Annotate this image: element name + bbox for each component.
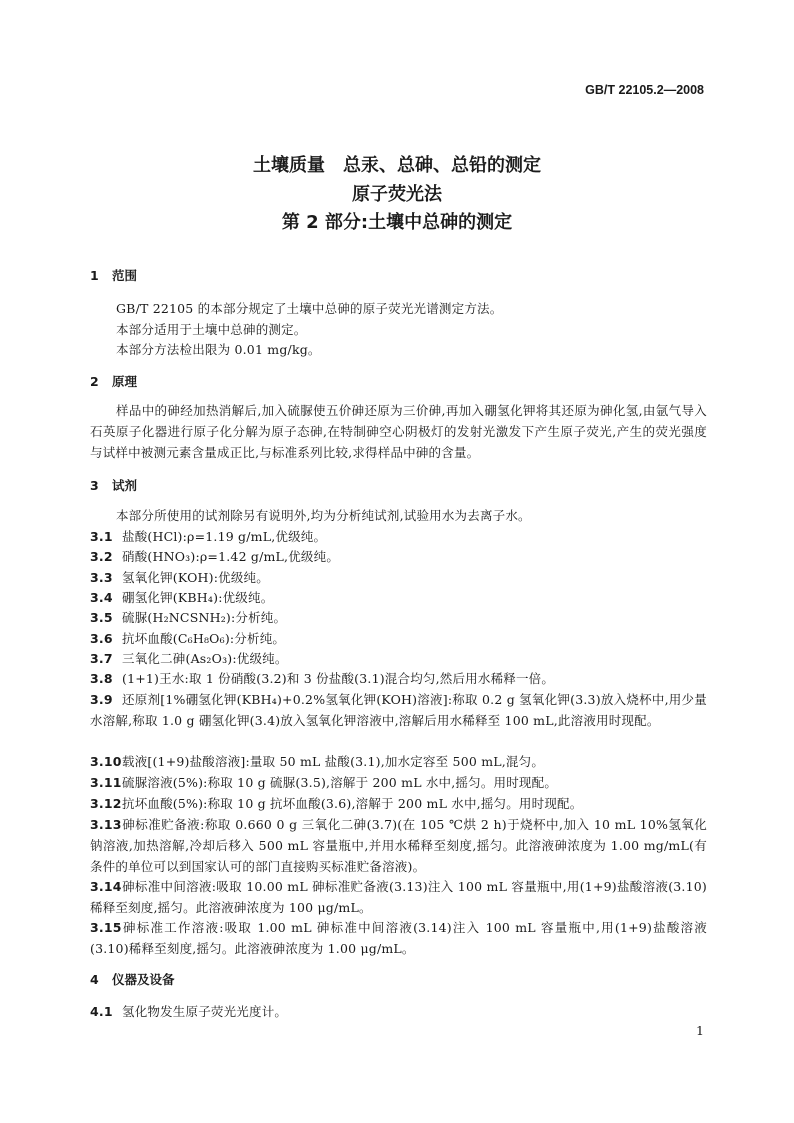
s2-paragraph-1: 样品中的砷经加热消解后,加入硫脲使五价砷还原为三价砷,再加入硼氢化钾将其还原为砷化氢,由氩气导入石英原子化器进行原子化分解为原子态砷,在特制砷空心阴极灯的发射光激发下产生原子荧光,产生的荧光强度与试样中被测元素含量成正比,与标准系列比较,求得样品中砷的含量。 xyxy=(90,403,707,460)
clause-3-6 xyxy=(90,628,707,649)
clause-number: 3.8 xyxy=(90,671,113,686)
clause-text: 砷标准工作溶液:吸取 1.00 mL 砷标准中间溶液(3.14)注入 100 mL 容量瓶中,用(1+9)盐酸溶液(3.10)稀释至刻度,摇匀。此溶液砷浓度为 1.00 μg/mL。 xyxy=(90,920,707,956)
clause-text: 抗坏血酸(C₆H₈O₆):分析纯。 xyxy=(122,631,286,646)
clause-text: (1+1)王水:取 1 份硝酸(3.2)和 3 份盐酸(3.1)混合均匀,然后用水稀释一倍。 xyxy=(122,671,555,686)
clause-text: 砷标准贮备液:称取 0.660 0 g 三氧化二砷(3.7)(在 105 ℃烘 2 h)于烧杯中,加入 10 mL 10%氢氧化钠溶液,加热溶解,冷却后移入 500 mL 容量瓶中,并用水稀释至刻度,摇匀。此溶液砷浓度为 1.00 mg/mL(有条件的单位可以到国家认可的部门直接购买标准贮备溶液)。 xyxy=(90,817,707,874)
section-1-heading xyxy=(90,266,137,284)
clause-3-9 xyxy=(90,689,707,731)
title-line-2: 原子荧光法 xyxy=(352,184,442,205)
clause-number: 3.6 xyxy=(90,631,113,646)
section-number: 4 xyxy=(90,972,99,987)
clause-3-4 xyxy=(90,587,707,608)
clause-text: 硫脲溶液(5%):称取 10 g 硫脲(3.5),溶解于 200 mL 水中,摇匀。用时现配。 xyxy=(122,775,558,790)
clause-3-3 xyxy=(90,567,707,588)
clause-number: 3.7 xyxy=(90,651,113,666)
clause-text: 砷标准中间溶液:吸取 10.00 mL 砷标准贮备液(3.13)注入 100 mL 容量瓶中,用(1+9)盐酸溶液(3.10)稀释至刻度,摇匀。此溶液砷浓度为 100 μg/mL。 xyxy=(90,879,707,915)
section-2-heading xyxy=(90,372,137,390)
clause-text: 硫脲(H₂NCSNH₂):分析纯。 xyxy=(122,610,287,625)
clause-number: 3.12 xyxy=(90,796,122,811)
clause-number: 3.10 xyxy=(90,754,122,769)
section-title: 试剂 xyxy=(112,478,138,493)
clause-number: 3.11 xyxy=(90,775,122,790)
clause-3-7 xyxy=(90,648,707,669)
clause-text: 硼氢化钾(KBH₄):优级纯。 xyxy=(122,590,274,605)
clause-3-13 xyxy=(90,814,707,877)
s1-paragraph-1: GB/T 22105 的本部分规定了土壤中总砷的原子荧光光谱测定方法。 xyxy=(116,301,503,316)
clause-text: 盐酸(HCl):ρ=1.19 g/mL,优级纯。 xyxy=(122,529,327,544)
clause-number: 3.4 xyxy=(90,590,113,605)
clause-number: 3.14 xyxy=(90,879,122,894)
clause-3-5 xyxy=(90,607,707,628)
clause-text: 硝酸(HNO₃):ρ=1.42 g/mL,优级纯。 xyxy=(122,549,340,564)
clause-number: 3.5 xyxy=(90,610,113,625)
clause-number: 3.2 xyxy=(90,549,113,564)
standard-code: GB/T 22105.2—2008 xyxy=(585,83,704,97)
clause-number: 3.15 xyxy=(90,920,122,935)
clause-number: 3.3 xyxy=(90,570,113,585)
clause-3-14 xyxy=(90,876,707,918)
clause-3-2 xyxy=(90,546,707,567)
section-number: 2 xyxy=(90,374,99,389)
clause-3-1 xyxy=(90,526,707,547)
s1-paragraph-3: 本部分方法检出限为 0.01 mg/kg。 xyxy=(116,342,321,357)
section-title: 范围 xyxy=(112,268,138,283)
clause-number: 3.1 xyxy=(90,529,113,544)
clause-3-11 xyxy=(90,772,707,793)
clause-text: 氢化物发生原子荧光光度计。 xyxy=(122,1004,288,1019)
s1-paragraph-2: 本部分适用于土壤中总砷的测定。 xyxy=(116,322,307,337)
clause-text: 还原剂[1%硼氢化钾(KBH₄)+0.2%氢氧化钾(KOH)溶液]:称取 0.2 g 氢氧化钾(3.3)放入烧杯中,用少量水溶解,称取 1.0 g 硼氢化钾(3.4)放入氢氧化钾溶液中,溶解后用水稀释至 100 mL,此溶液用时现配。 xyxy=(90,692,707,728)
clause-number: 3.9 xyxy=(90,692,113,707)
clause-3-12 xyxy=(90,793,707,814)
clause-text: 氢氧化钾(KOH):优级纯。 xyxy=(122,570,269,585)
section-title: 原理 xyxy=(112,374,138,389)
title-line-1: 土壤质量 总汞、总砷、总铅的测定 xyxy=(253,155,541,176)
section-number: 1 xyxy=(90,268,99,283)
clause-text: 抗坏血酸(5%):称取 10 g 抗坏血酸(3.6),溶解于 200 mL 水中,摇匀。用时现配。 xyxy=(122,796,583,811)
clause-number: 4.1 xyxy=(90,1004,113,1019)
section-number: 3 xyxy=(90,478,99,493)
clause-3-8 xyxy=(90,668,707,689)
section-4-heading xyxy=(90,970,175,988)
section-title: 仪器及设备 xyxy=(112,972,175,987)
clause-number: 3.13 xyxy=(90,817,122,832)
clause-4-1 xyxy=(90,1001,707,1022)
title-line-3: 第 2 部分:土壤中总砷的测定 xyxy=(281,212,513,233)
clause-text: 载液[(1+9)盐酸溶液]:量取 50 mL 盐酸(3.1),加水定容至 500 mL,混匀。 xyxy=(122,754,545,769)
page-number: 1 xyxy=(696,1023,704,1038)
clause-3-10 xyxy=(90,751,707,772)
s3-intro: 本部分所使用的试剂除另有说明外,均为分析纯试剂,试验用水为去离子水。 xyxy=(116,508,531,523)
clause-3-15 xyxy=(90,917,707,959)
section-3-heading xyxy=(90,476,137,494)
clause-text: 三氧化二砷(As₂O₃):优级纯。 xyxy=(122,651,288,666)
